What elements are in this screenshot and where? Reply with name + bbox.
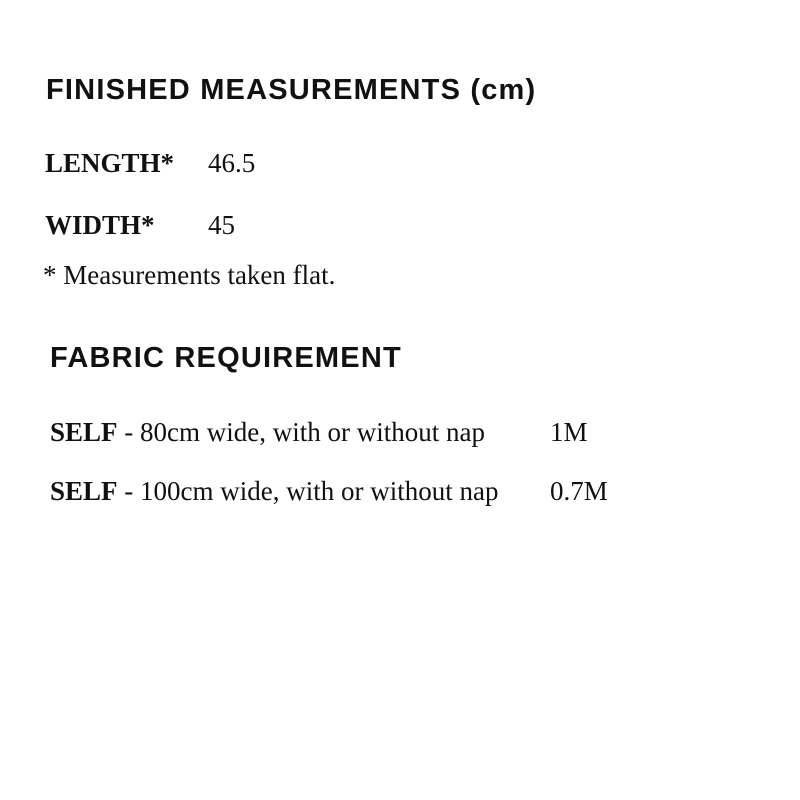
measurement-row-width — [0, 212, 800, 244]
fabric-row-100cm — [0, 478, 800, 510]
fabric-row-80cm — [0, 419, 800, 451]
measurement-row-length — [0, 150, 800, 182]
fabric-description — [50, 419, 485, 446]
finished-measurements-heading: FINISHED MEASUREMENTS (cm) — [46, 74, 537, 106]
fabric-amount: 0.7M — [550, 476, 608, 506]
fabric-label: SELF — [50, 417, 118, 447]
measurement-value: 46.5 — [208, 148, 256, 178]
fabric-width-text: - 80cm wide, with or without nap — [117, 417, 485, 447]
measurement-label: LENGTH* — [45, 148, 175, 178]
measurement-label: WIDTH* — [45, 210, 155, 240]
measurement-value: 45 — [208, 210, 235, 240]
fabric-label: SELF — [50, 476, 118, 506]
measurement-footnote: * Measurements taken flat. — [43, 260, 336, 290]
fabric-description — [50, 478, 498, 505]
fabric-width-text: - 100cm wide, with or without nap — [117, 476, 499, 506]
fabric-amount: 1M — [550, 417, 588, 447]
fabric-requirement-heading: FABRIC REQUIREMENT — [50, 342, 402, 374]
